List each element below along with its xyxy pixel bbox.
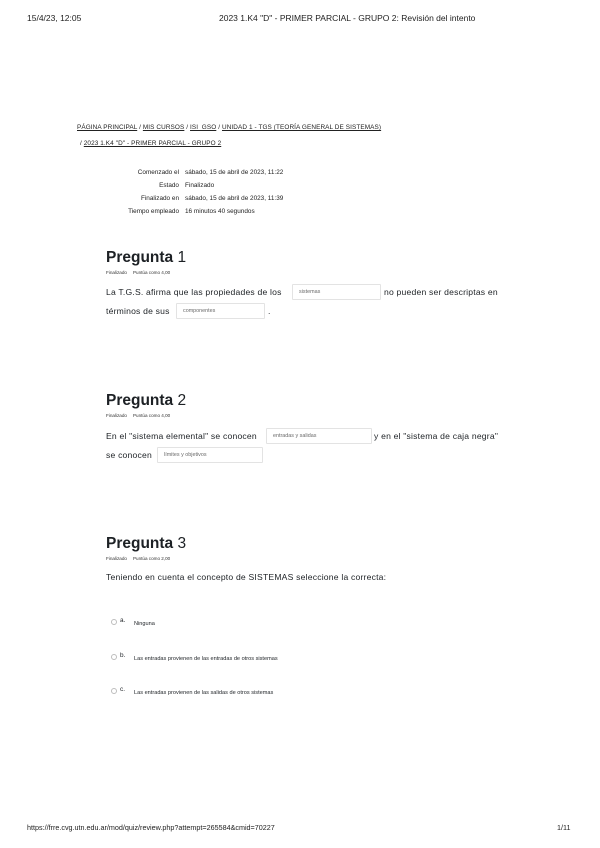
- print-page-title: 2023 1.K4 "D" - PRIMER PARCIAL - GRUPO 2: Revisión del intento: [219, 13, 476, 23]
- question-3-title: Pregunta 3: [106, 535, 187, 552]
- state-value: Finalizado: [185, 182, 215, 189]
- option-c-letter: c.: [120, 686, 125, 693]
- question-1-meta: [106, 270, 176, 275]
- question-3-state: Finalizado: [106, 556, 127, 561]
- question-2-text-2: y en el "sistema de caja negra": [374, 431, 499, 441]
- option-a-text[interactable]: Ninguna: [134, 621, 155, 627]
- option-a-letter: a.: [120, 617, 126, 624]
- question-1-text-4: .: [268, 306, 271, 316]
- breadcrumb-separator: /: [218, 124, 221, 131]
- breadcrumb-home[interactable]: PÁGINA PRINCIPAL: [77, 124, 138, 131]
- state-label: Estado: [159, 182, 179, 189]
- option-b-letter: b.: [120, 652, 126, 659]
- question-3-text: Teniendo en cuenta el concepto de SISTEMAS seleccione la correcta:: [106, 572, 387, 582]
- question-3-mark: Puntúa como 2,00: [132, 556, 171, 561]
- print-datetime: 15/4/23, 12:05: [27, 13, 82, 23]
- question-1-text-1: La T.G.S. afirma que las propiedades de los: [106, 287, 282, 297]
- option-b-radio[interactable]: [111, 654, 117, 660]
- question-2-blank-2-input[interactable]: [157, 447, 263, 463]
- question-2-text-1: En el "sistema elemental" se conocen: [106, 431, 257, 441]
- question-2-state: Finalizado: [106, 413, 127, 418]
- breadcrumb: [77, 124, 381, 131]
- time-label: Tiempo empleado: [128, 208, 179, 215]
- finished-label: Finalizado en: [140, 195, 179, 202]
- started-label: Comenzado el: [137, 169, 179, 176]
- question-1-mark: Puntúa como 4,00: [132, 270, 171, 275]
- time-value: 16 minutos 40 segundos: [185, 208, 255, 215]
- breadcrumb-separator: /: [139, 124, 141, 131]
- question-2-blank-1-input[interactable]: [266, 428, 372, 444]
- question-1-text-2: no pueden ser descriptas en: [384, 287, 498, 297]
- option-a-radio[interactable]: [111, 619, 117, 625]
- question-1-state: Finalizado: [106, 270, 127, 275]
- question-2-mark: Puntúa como 4,00: [132, 413, 171, 418]
- breadcrumb-quiz[interactable]: 2023 1.K4 "D" - PRIMER PARCIAL - GRUPO 2: [83, 140, 222, 147]
- option-c-text[interactable]: Las entradas provienen de las salidas de otros sistemas: [134, 690, 274, 696]
- breadcrumb-course[interactable]: ISI_GSO: [190, 124, 217, 131]
- question-1-blank-1-input[interactable]: [292, 284, 381, 300]
- question-1-text-3: términos de sus: [106, 306, 170, 316]
- breadcrumb-separator: /: [186, 124, 189, 131]
- question-3-meta: [106, 556, 176, 561]
- question-1-title: Pregunta 1: [106, 249, 187, 266]
- breadcrumb-my-courses[interactable]: MIS CURSOS: [142, 124, 185, 131]
- option-c-radio[interactable]: [111, 688, 117, 694]
- breadcrumb-unit[interactable]: UNIDAD 1 - TGS (TEORÍA GENERAL DE SISTEMAS): [221, 124, 382, 131]
- option-b-text[interactable]: Las entradas provienen de las entradas de otros sistemas: [134, 656, 278, 662]
- question-2-meta: [106, 413, 176, 418]
- question-2-title: Pregunta 2: [106, 392, 187, 409]
- finished-value: sábado, 15 de abril de 2023, 11:39: [185, 195, 284, 202]
- breadcrumb-line-2: [80, 140, 221, 147]
- question-1-blank-2-input[interactable]: [176, 303, 265, 319]
- print-page-number: 1/11: [557, 823, 571, 832]
- breadcrumb-separator: /: [80, 140, 82, 147]
- started-value: sábado, 15 de abril de 2023, 11:22: [185, 169, 284, 176]
- question-2-text-3: se conocen: [106, 450, 152, 460]
- print-url: https://frre.cvg.utn.edu.ar/mod/quiz/review.php?attempt=265584&cmid=70227: [27, 823, 275, 832]
